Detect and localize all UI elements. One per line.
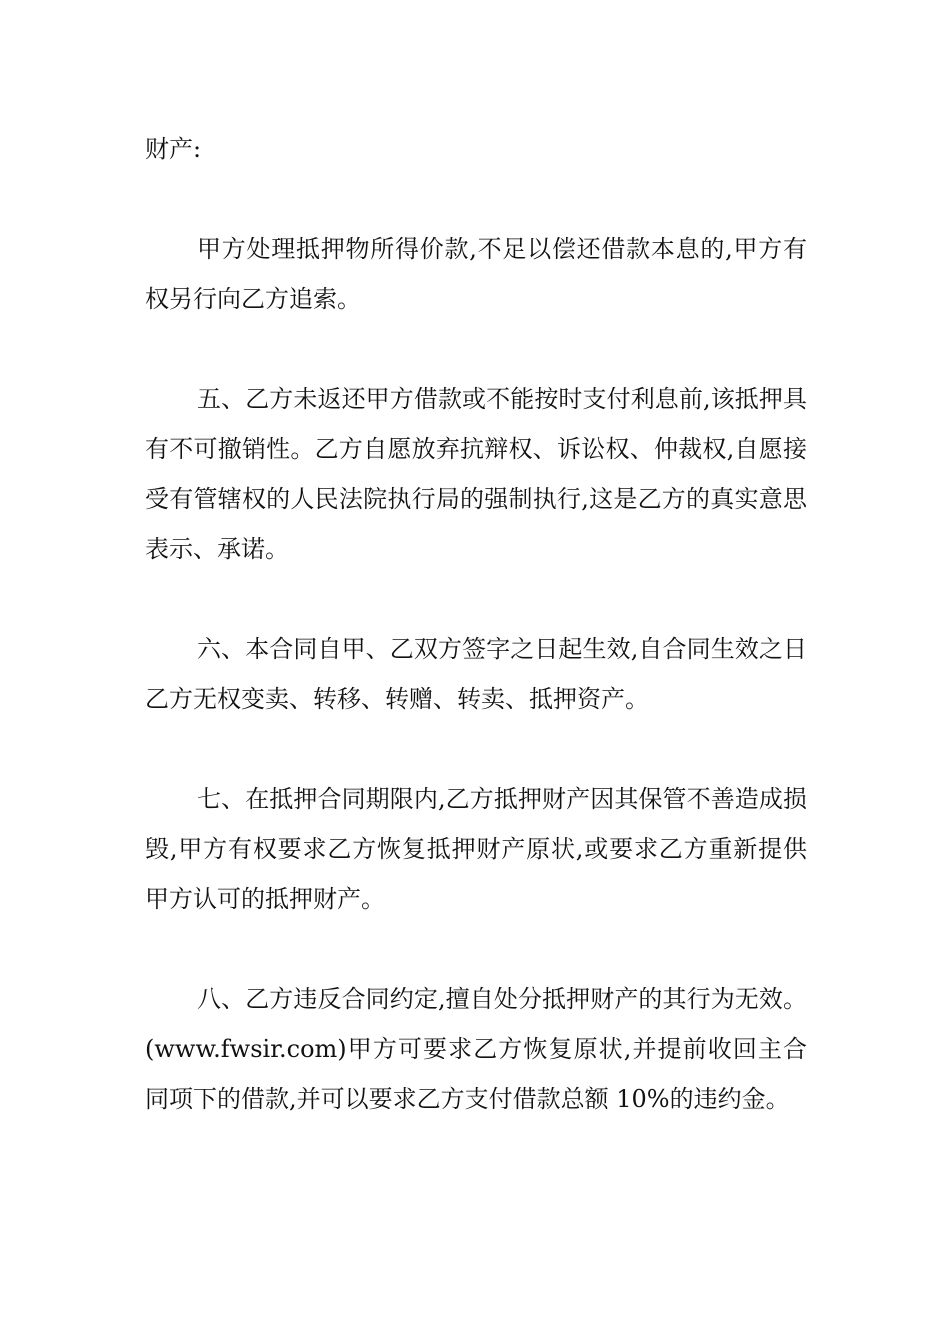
paragraph-continuation: 财产:: [145, 135, 202, 163]
clause-five: 五、乙方未返还甲方借款或不能按时支付利息前,该抵押具有不可撤销性。乙方自愿放弃抗辩权、诉讼权、仲裁权,自愿接受有管辖权的人民法院执行局的强制执行,这是乙方的真实意思表示、承诺。: [145, 385, 807, 563]
paragraph-shortfall-recourse: 甲方处理抵押物所得价款,不足以偿还借款本息的,甲方有权另行向乙方追索。: [145, 235, 807, 313]
clause-eight: 八、乙方违反合同约定,擅自处分抵押财产的其行为无效。(www.fwsir.com)甲方可要求乙方恢复原状,并提前收回主合同项下的借款,并可以要求乙方支付借款总额 10%的违约金。: [145, 985, 807, 1113]
clause-seven: 七、在抵押合同期限内,乙方抵押财产因其保管不善造成损毁,甲方有权要求乙方恢复抵押财产原状,或要求乙方重新提供甲方认可的抵押财产。: [145, 785, 807, 913]
clause-six: 六、本合同自甲、乙双方签字之日起生效,自合同生效之日乙方无权变卖、转移、转赠、转卖、抵押资产。: [145, 635, 807, 713]
